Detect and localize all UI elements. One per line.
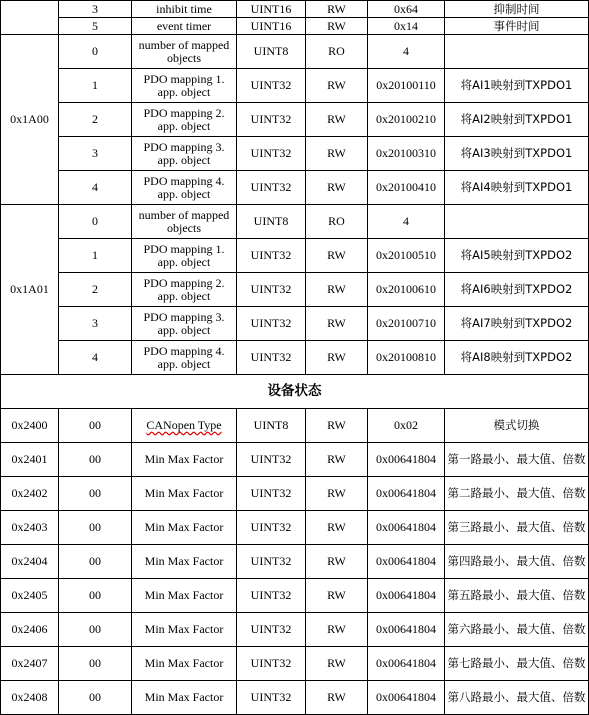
subindex-cell: 1 [59,69,132,103]
description-cell: Min Max Factor [132,681,237,715]
description-cell: PDO mapping 2. app. object [132,273,237,307]
value-cell: 4 [368,35,445,69]
type-cell: UINT8 [237,205,306,239]
access-cell: RW [306,273,368,307]
value-cell: 0x02 [368,409,445,443]
table-row [1,511,589,545]
section-header-row [1,375,589,409]
remark-cell: 将AI8映射到TXPDO2 [445,341,589,375]
index-cell: 0x2401 [1,443,59,477]
table-row [1,137,589,171]
index-cell: 0x2407 [1,647,59,681]
description-cell: PDO mapping 3. app. object [132,137,237,171]
value-cell: 0x20100110 [368,69,445,103]
subindex-cell: 00 [59,613,132,647]
type-cell: UINT32 [237,579,306,613]
table-row [1,69,589,103]
access-cell: RW [306,341,368,375]
remark-cell: 将AI2映射到TXPDO1 [445,103,589,137]
access-cell: RW [306,613,368,647]
table-row [1,647,589,681]
index-cell: 0x2404 [1,545,59,579]
index-cell-empty [1,1,59,35]
value-cell: 0x00641804 [368,545,445,579]
table-row [1,681,589,715]
description-cell: PDO mapping 4. app. object [132,341,237,375]
remark-cell: 第七路最小、最大值、倍数 [445,647,589,681]
type-cell: UINT32 [237,171,306,205]
access-cell: RW [306,545,368,579]
subindex-cell: 1 [59,239,132,273]
subindex-cell: 00 [59,681,132,715]
subindex-cell: 0 [59,35,132,69]
value-cell: 0x00641804 [368,579,445,613]
access-cell: RO [306,35,368,69]
description-cell: event timer [132,18,237,35]
table-row [1,18,589,35]
value-cell: 0x20100510 [368,239,445,273]
subindex-cell: 00 [59,443,132,477]
value-cell: 4 [368,205,445,239]
type-cell: UINT32 [237,477,306,511]
remark-cell: 将AI1映射到TXPDO1 [445,69,589,103]
description-cell: Min Max Factor [132,545,237,579]
subindex-cell: 5 [59,18,132,35]
description-cell: Min Max Factor [132,443,237,477]
index-cell: 0x2406 [1,613,59,647]
description-cell: PDO mapping 1. app. object [132,239,237,273]
subindex-cell: 00 [59,579,132,613]
type-cell: UINT8 [237,35,306,69]
access-cell: RW [306,579,368,613]
description-cell: Min Max Factor [132,579,237,613]
subindex-cell: 00 [59,409,132,443]
remark-cell: 第一路最小、最大值、倍数 [445,443,589,477]
access-cell: RW [306,69,368,103]
index-cell: 0x1A00 [1,35,59,205]
remark-cell: 第四路最小、最大值、倍数 [445,545,589,579]
remark-cell: 事件时间 [445,18,589,35]
access-cell: RW [306,239,368,273]
access-cell: RW [306,1,368,18]
index-cell: 0x2405 [1,579,59,613]
access-cell: RW [306,443,368,477]
table-row [1,103,589,137]
description-cell: CANopen Type [132,409,237,443]
type-cell: UINT32 [237,239,306,273]
value-cell: 0x64 [368,1,445,18]
description-cell: PDO mapping 2. app. object [132,103,237,137]
subindex-cell: 2 [59,103,132,137]
value-cell: 0x14 [368,18,445,35]
value-cell: 0x00641804 [368,511,445,545]
table-row [1,341,589,375]
description-cell: PDO mapping 1. app. object [132,69,237,103]
subindex-cell: 4 [59,341,132,375]
access-cell: RO [306,205,368,239]
remark-cell: 第三路最小、最大值、倍数 [445,511,589,545]
remark-cell [445,35,589,69]
remark-cell: 将AI7映射到TXPDO2 [445,307,589,341]
table-row [1,205,589,239]
access-cell: RW [306,171,368,205]
type-cell: UINT32 [237,69,306,103]
value-cell: 0x20100310 [368,137,445,171]
access-cell: RW [306,511,368,545]
table-row [1,171,589,205]
table-row [1,409,589,443]
index-cell: 0x2403 [1,511,59,545]
value-cell: 0x00641804 [368,443,445,477]
description-cell: PDO mapping 4. app. object [132,171,237,205]
subindex-cell: 00 [59,647,132,681]
access-cell: RW [306,647,368,681]
access-cell: RW [306,137,368,171]
index-cell: 0x2402 [1,477,59,511]
table-row [1,273,589,307]
remark-cell: 将AI4映射到TXPDO1 [445,171,589,205]
table-row [1,545,589,579]
value-cell: 0x20100610 [368,273,445,307]
remark-cell: 将AI5映射到TXPDO2 [445,239,589,273]
subindex-cell: 2 [59,273,132,307]
type-cell: UINT32 [237,647,306,681]
remark-cell: 模式切换 [445,409,589,443]
type-cell: UINT8 [237,409,306,443]
remark-cell: 第八路最小、最大值、倍数 [445,681,589,715]
access-cell: RW [306,681,368,715]
type-cell: UINT32 [237,137,306,171]
value-cell: 0x20100710 [368,307,445,341]
table-row [1,35,589,69]
subindex-cell: 3 [59,307,132,341]
description-cell: Min Max Factor [132,613,237,647]
type-cell: UINT32 [237,307,306,341]
value-cell: 0x00641804 [368,613,445,647]
type-cell: UINT32 [237,613,306,647]
description-cell: number of mapped objects [132,205,237,239]
table-row [1,1,589,18]
description-cell: Min Max Factor [132,477,237,511]
type-cell: UINT32 [237,511,306,545]
subindex-cell: 0 [59,205,132,239]
type-cell: UINT32 [237,545,306,579]
description-cell: PDO mapping 3. app. object [132,307,237,341]
index-cell: 0x2400 [1,409,59,443]
description-cell: Min Max Factor [132,647,237,681]
subindex-cell: 3 [59,1,132,18]
type-cell: UINT32 [237,273,306,307]
access-cell: RW [306,103,368,137]
value-cell: 0x20100410 [368,171,445,205]
type-cell: UINT32 [237,103,306,137]
access-cell: RW [306,307,368,341]
value-cell: 0x00641804 [368,477,445,511]
table-row [1,239,589,273]
index-cell: 0x1A01 [1,205,59,375]
remark-cell: 抑制时间 [445,1,589,18]
description-cell: number of mapped objects [132,35,237,69]
type-cell: UINT32 [237,341,306,375]
table-row [1,477,589,511]
remark-cell: 将AI6映射到TXPDO2 [445,273,589,307]
subindex-cell: 00 [59,511,132,545]
remark-cell [445,205,589,239]
value-cell: 0x20100210 [368,103,445,137]
description-cell: inhibit time [132,1,237,18]
type-cell: UINT32 [237,443,306,477]
subindex-cell: 00 [59,545,132,579]
access-cell: RW [306,409,368,443]
index-cell: 0x2408 [1,681,59,715]
remark-cell: 第五路最小、最大值、倍数 [445,579,589,613]
table-row [1,307,589,341]
value-cell: 0x00641804 [368,681,445,715]
table-row [1,579,589,613]
subindex-cell: 00 [59,477,132,511]
remark-cell: 将AI3映射到TXPDO1 [445,137,589,171]
access-cell: RW [306,477,368,511]
table-row [1,443,589,477]
table-row [1,613,589,647]
description-cell: Min Max Factor [132,511,237,545]
value-cell: 0x20100810 [368,341,445,375]
value-cell: 0x00641804 [368,647,445,681]
type-cell: UINT16 [237,1,306,18]
section-title: 设备状态 [1,375,589,409]
remark-cell: 第二路最小、最大值、倍数 [445,477,589,511]
remark-cell: 第六路最小、最大值、倍数 [445,613,589,647]
type-cell: UINT32 [237,681,306,715]
subindex-cell: 4 [59,171,132,205]
type-cell: UINT16 [237,18,306,35]
subindex-cell: 3 [59,137,132,171]
access-cell: RW [306,18,368,35]
